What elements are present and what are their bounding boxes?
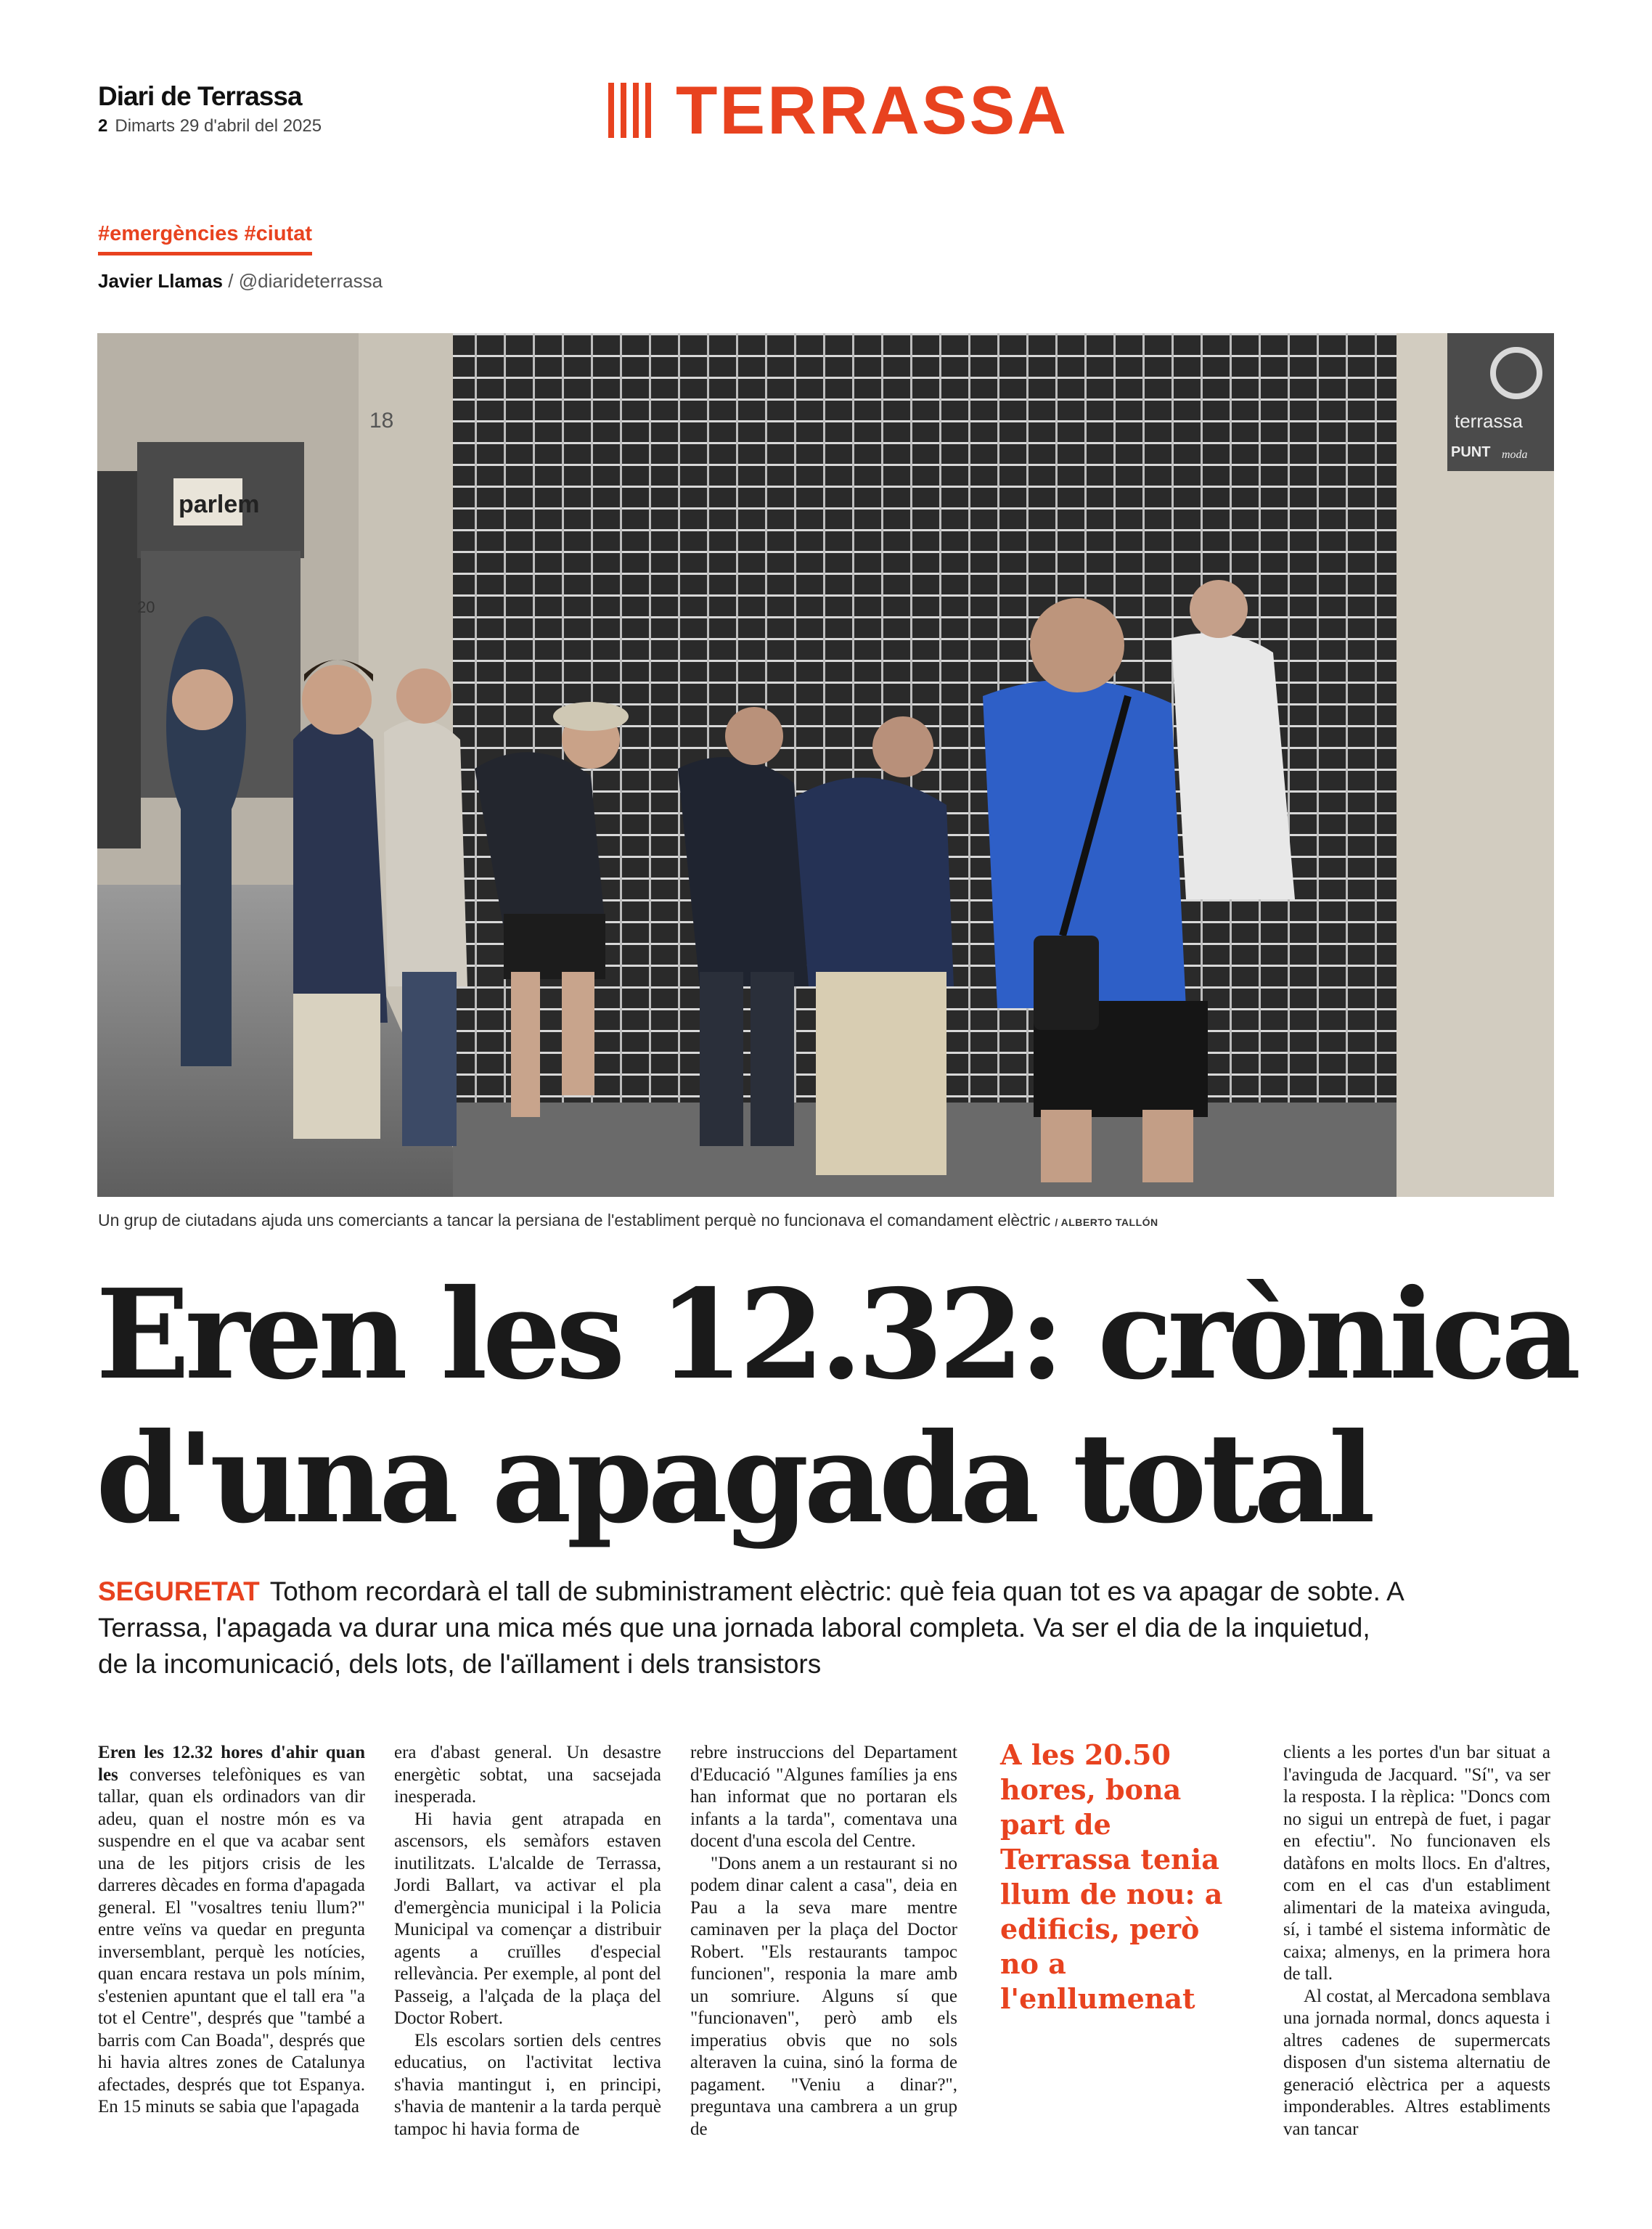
standfirst: [98, 1574, 1404, 1682]
body-paragraph: "Dons anem a un restaurant si no podem dinar calent a casa", deia en Pau a la seva mare mentre caminaven per la plaça del Doctor Robert. "Els restaurants tampoc funcionen", responia la mare amb un somriure. Alguns sí que "funcionaven", però amb els imperatius obvis que no sols alteraven la cuina, sinó la forma de pagament. "Veniu a dinar?", preguntava una cambrera a un grup de: [690, 1853, 957, 2139]
body-paragraph: Els escolars sortien dels centres educatius, on l'activitat lectiva s'havia mantingut i, en principi, s'havia de mantenir a la tarda perquè tampoc hi havia forma de: [394, 2030, 661, 2139]
street-number-18: 18: [369, 409, 394, 433]
dek-text: Tothom recordarà el tall de subministrament elèctric: què feia quan tot es va apagar de sobte. A Terrassa, l'apagada va durar una mica més que una jornada laboral completa. Va ser el dia de la inquietud, de la incomunicació, dels lots, de l'aïllament i dels transistors: [98, 1576, 1403, 1679]
photo-illustration: [97, 333, 1554, 1197]
headline-line-2: d'una apagada total: [96, 1406, 1371, 1551]
pull-quote: A les 20.50 hores, bona part de Terrassa tenia llum de nou: a edificis, però no a l'enllumenat: [1000, 1738, 1223, 2015]
news-photo: [97, 333, 1554, 1197]
photo-credit: / ALBERTO TALLÓN: [1055, 1216, 1158, 1228]
topic-tags[interactable]: #emergències #ciutat: [98, 222, 312, 255]
body-paragraph: era d'abast general. Un desastre energètic sobtat, una sacsejada inesperada.: [394, 1743, 661, 1807]
author-name: Javier Llamas: [98, 270, 224, 292]
sign-punt: PUNT: [1451, 444, 1491, 460]
masthead: [98, 81, 322, 136]
byline: [98, 270, 383, 293]
body-paragraph: Hi havia gent atrapada en ascensors, els semàfors estaven inutilitzats. L'alcalde de Terrassa, Jordi Ballart, va activar el pla d'emergència municipal i la Policia Municipal va començar a distribuir agents a cruïlles d'especial rellevància. Per exemple, al pont del Passeig, a l'alçada de la plaça del Doctor Robert.: [394, 1809, 661, 2028]
section-header: [608, 72, 1069, 148]
body-paragraph: Al costat, al Mercadona semblava una jornada normal, doncs aquesta i altres cadenes de supermercats disposen d'un sistema alternatiu de generació elèctrica per a aquests imponderables. Altres establiments van tancar: [1283, 1986, 1550, 2139]
sign-moda: moda: [1502, 449, 1528, 461]
byline-separator: /: [228, 270, 234, 292]
brand-logo: Diari de Terrassa: [98, 81, 302, 111]
section-title: TERRASSA: [676, 72, 1069, 148]
lead-in: Eren les 12.32 hores d'ahir quan les: [98, 1743, 365, 1785]
page-number: 2: [98, 116, 108, 136]
body-column-2: [394, 1742, 661, 2140]
photo-caption: [98, 1211, 1158, 1230]
section-bars-icon: [608, 83, 651, 138]
author-handle[interactable]: @diarideterrassa: [238, 270, 383, 292]
headline-line-1: Eren les 12.32: crònica: [96, 1262, 1577, 1407]
sign-terrassa: terrassa: [1455, 410, 1523, 432]
body-paragraph: clients a les portes d'un bar situat a l'avinguda de Jacquard. "Sí", va ser la resposta. I la rèplica: "Doncs com no sigui un entrepà de fuet, i pagar en efectiu". No funcionaven els datàfons en molts llocs. En d'altres, com en el cas d'un establiment alimentari de la mateixa avinguda, sí, i també el sistema informàtic de caixa; almenys, en la primera hora de tall.: [1283, 1743, 1550, 1984]
headline: [96, 1263, 1577, 1550]
page-date-line: [98, 116, 322, 136]
street-number-20: 20: [137, 598, 155, 616]
sign-parlem: parlem: [179, 491, 260, 518]
body-column-1: [98, 1742, 365, 2119]
issue-date: Dimarts 29 d'abril del 2025: [115, 116, 322, 136]
body-column-3: [690, 1742, 957, 2140]
body-paragraph: rebre instruccions del Departament d'Educació "Algunes famílies ja ens han informat que no portaran els infants a la tarda", comentava una docent d'una escola del Centre.: [690, 1743, 957, 1851]
body-paragraph: Eren les 12.32 hores d'ahir quan les converses telefòniques es van tallar, quan els ordinadors van dir adeu, quan el nostre món es va suspendre en el que va acabar sent una de les pitjors crisis de les darreres dècades en forma d'apagada general. El "vosaltres teniu llum?" entre veïns va quedar en pregunta inversemblant, perquè les notícies, quan encara restava un pols mínim, s'estenien apuntant que el tall era "a tot el Centre", després que "també a barris com Can Boada", després que hi havia altres zones de Catalunya afectades, després que tot Espanya. En 15 minuts se sabia que l'apagada: [98, 1743, 365, 2116]
body-column-5: [1283, 1742, 1550, 2140]
dek-kicker: SEGURETAT: [98, 1576, 260, 1606]
caption-text: Un grup de ciutadans ajuda uns comerciants a tancar la persiana de l'establiment perquè no funcionava el comandament elèctric: [98, 1211, 1051, 1230]
